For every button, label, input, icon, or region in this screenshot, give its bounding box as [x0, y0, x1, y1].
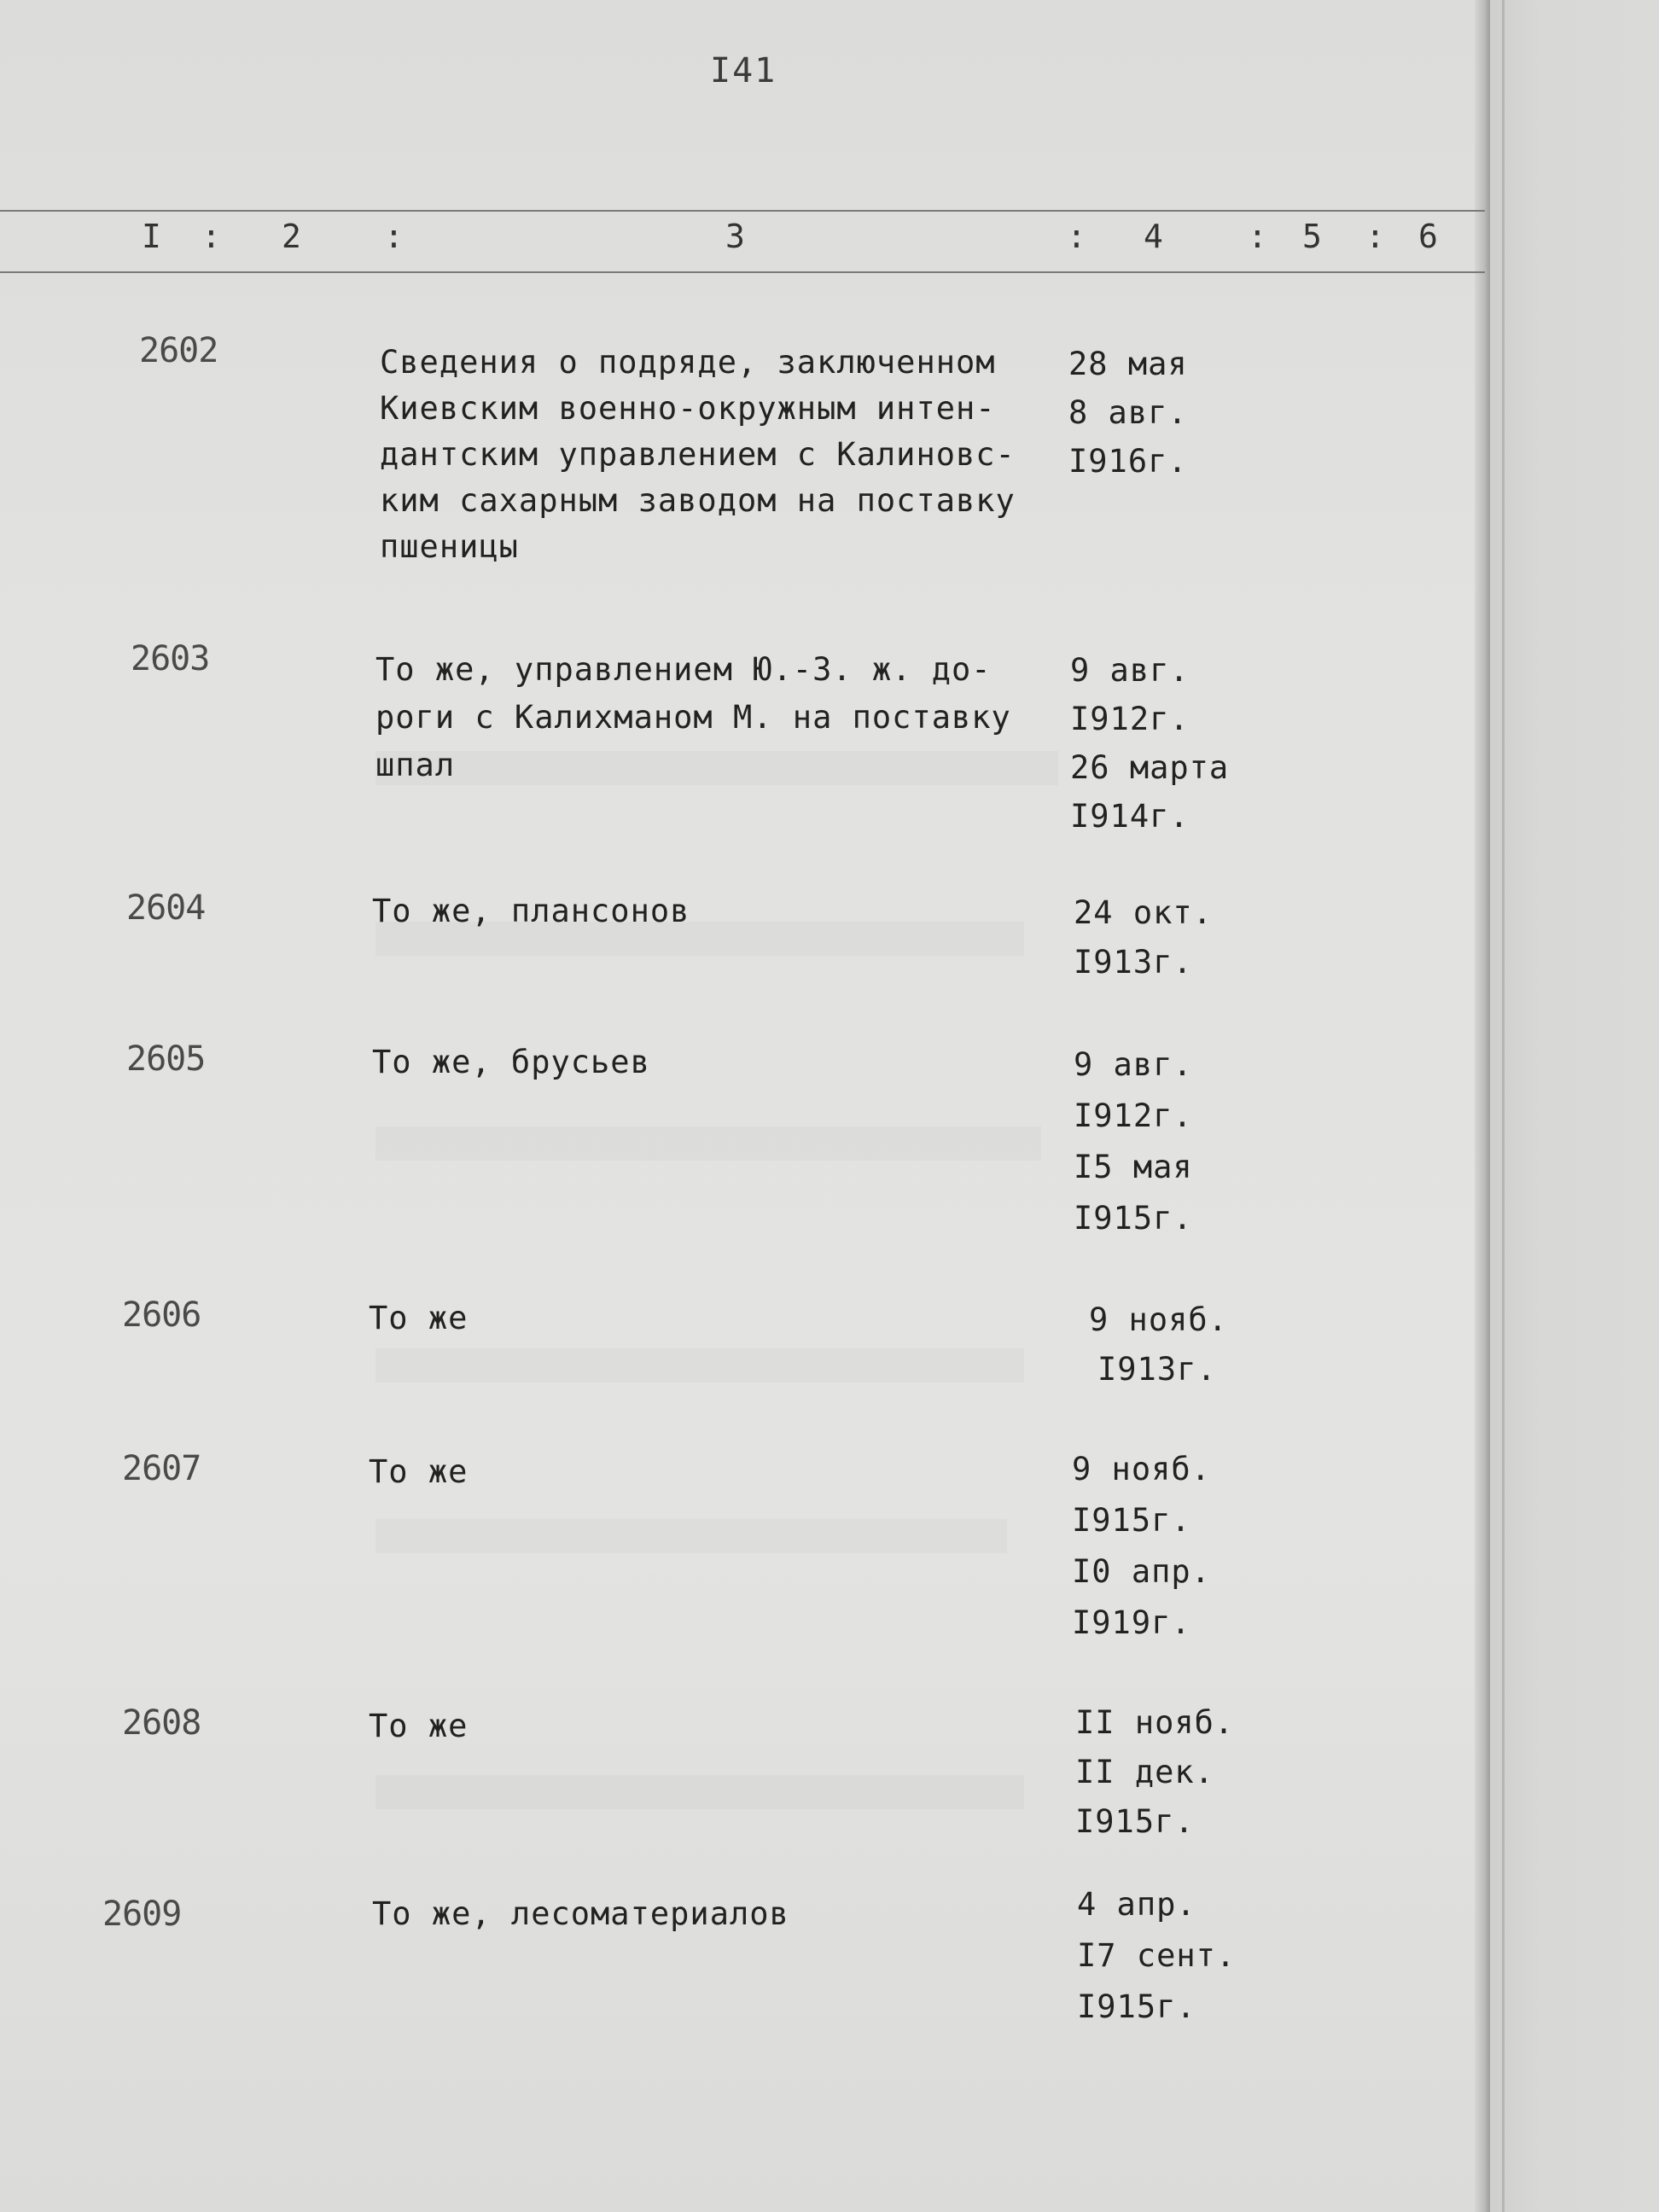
- entry-description: [372, 1891, 789, 1937]
- date-line: I915г.: [1077, 1988, 1196, 2025]
- entry-dates: [1074, 888, 1213, 987]
- entry-dates: [1077, 1879, 1236, 2033]
- date-line: I5 мая: [1074, 1149, 1193, 1185]
- entry-dates: [1089, 1295, 1228, 1394]
- entry-description: [372, 1039, 650, 1086]
- description-line: шпал: [375, 747, 456, 783]
- entry-number: 2605: [126, 1039, 206, 1079]
- entry-description: [372, 888, 690, 934]
- page-number: I41: [710, 51, 777, 90]
- sheet-edge-shadow: [1475, 0, 1490, 2212]
- date-line: II нояб.: [1075, 1704, 1235, 1741]
- description-line: Киевским военно-окружным интен-: [380, 390, 996, 427]
- description-line: То же, лесоматериалов: [372, 1895, 789, 1932]
- date-line: I916г.: [1068, 443, 1188, 480]
- date-line: 24 окт.: [1074, 894, 1213, 931]
- header-rule-top: [0, 210, 1485, 212]
- date-line: I912г.: [1070, 701, 1190, 737]
- description-line: пшеницы: [380, 528, 519, 565]
- entry-number: 2607: [122, 1449, 201, 1488]
- entry-number: 2608: [122, 1703, 201, 1743]
- description-line: То же: [369, 1453, 469, 1490]
- entry-dates: [1074, 1039, 1193, 1244]
- date-line: I919г.: [1072, 1604, 1191, 1641]
- date-line: I913г.: [1074, 944, 1193, 981]
- bleed-through-mark: [375, 1348, 1024, 1382]
- entry-description: [375, 646, 1011, 789]
- date-line: 9 нояб.: [1072, 1451, 1211, 1487]
- date-line: 9 нояб.: [1089, 1301, 1228, 1338]
- entry-description: [369, 1703, 468, 1749]
- date-line: 9 авг.: [1074, 1046, 1193, 1083]
- description-line: То же: [369, 1708, 469, 1744]
- date-line: 26 марта: [1070, 749, 1230, 786]
- description-line: дантским управлением с Калиновс-: [380, 436, 1016, 473]
- date-line: 9 авг.: [1070, 652, 1190, 689]
- description-line: Сведения о подряде, заключенном: [380, 344, 996, 381]
- date-line: 8 авг.: [1068, 394, 1188, 431]
- date-line: I912г.: [1074, 1097, 1193, 1134]
- date-line: I914г.: [1070, 798, 1190, 835]
- underlying-page-edge: [1502, 0, 1505, 2212]
- column-separator: :: [384, 218, 405, 255]
- entry-number: 2603: [131, 639, 210, 678]
- date-line: I915г.: [1074, 1200, 1193, 1237]
- column-separator: :: [1248, 218, 1269, 255]
- column-header-1: I: [142, 218, 163, 255]
- column-separator: :: [1067, 218, 1088, 255]
- description-line: То же, плансонов: [372, 893, 690, 929]
- entry-description: [380, 340, 1016, 570]
- column-separator: :: [201, 218, 223, 255]
- description-line: То же, управлением Ю.-З. ж. до-: [375, 651, 992, 688]
- entry-dates: [1075, 1698, 1234, 1847]
- bleed-through-mark: [375, 1126, 1041, 1161]
- date-line: 4 апр.: [1077, 1886, 1196, 1923]
- column-header-4: 4: [1144, 218, 1165, 255]
- column-header-5: 5: [1302, 218, 1324, 255]
- entry-dates: [1072, 1444, 1211, 1649]
- entry-dates: [1070, 646, 1229, 841]
- column-header-3: 3: [725, 218, 747, 255]
- date-line: I7 сент.: [1077, 1937, 1237, 1974]
- date-line: I915г.: [1075, 1803, 1195, 1840]
- header-rule-bottom: [0, 271, 1485, 273]
- description-line: роги с Калихманом М. на поставку: [375, 699, 1011, 736]
- underlying-page: [1490, 0, 1659, 2212]
- entry-number: 2606: [122, 1295, 201, 1335]
- date-line: I915г.: [1072, 1502, 1191, 1539]
- date-line: I0 апр.: [1072, 1553, 1211, 1590]
- date-line: I913г.: [1097, 1351, 1217, 1388]
- bleed-through-mark: [375, 1775, 1024, 1809]
- column-header-6: 6: [1418, 218, 1440, 255]
- date-line: 28 мая: [1068, 346, 1188, 382]
- column-header-2: 2: [282, 218, 303, 255]
- description-line: То же: [369, 1300, 469, 1336]
- entry-number: 2602: [139, 331, 218, 370]
- entry-description: [369, 1295, 468, 1342]
- date-line: II дек.: [1075, 1754, 1214, 1790]
- entry-description: [369, 1449, 468, 1495]
- entry-number: 2609: [102, 1895, 182, 1934]
- entry-number: 2604: [126, 888, 206, 928]
- bleed-through-mark: [375, 1519, 1007, 1553]
- column-separator: :: [1365, 218, 1387, 255]
- description-line: ким сахарным заводом на поставку: [380, 482, 1016, 519]
- description-line: То же, брусьев: [372, 1044, 650, 1080]
- entry-dates: [1068, 340, 1188, 486]
